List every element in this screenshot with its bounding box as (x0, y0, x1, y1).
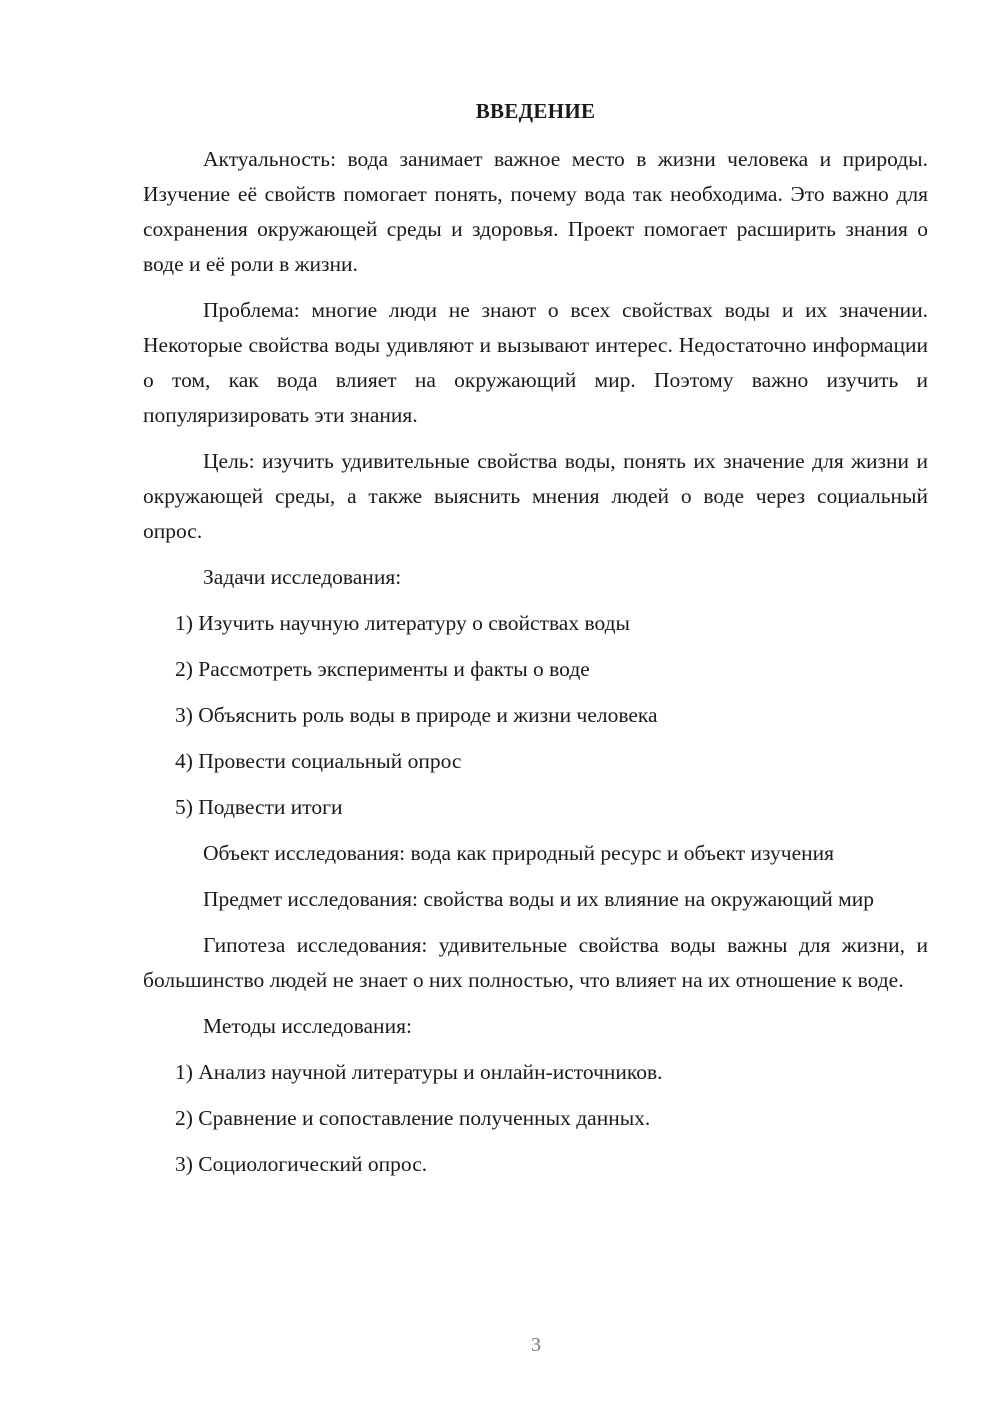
methods-heading: Методы исследования: (203, 1014, 412, 1038)
list-item: 2) Рассмотреть эксперименты и факты о воде (175, 657, 590, 681)
methods-list (143, 1055, 928, 1182)
list-item: 3) Социологический опрос. (175, 1152, 428, 1176)
list-item: 1) Изучить научную литературу о свойствах воды (175, 611, 630, 635)
tasks-heading: Задачи исследования: (203, 565, 402, 589)
subject-paragraph: Предмет исследования: свойства воды и их влияние на окружающий мир (203, 887, 874, 911)
list-item: 4) Провести социальный опрос (175, 749, 462, 773)
object-paragraph: Объект исследования: вода как природный ресурс и объект изучения (203, 841, 835, 865)
problem-paragraph: Проблема: многие люди не знают о всех свойствах воды и их значении. Некоторые свойства воды удивляют и вызывают интерес. Недостаточно информации о том, как вода влияет на окружающий мир. Поэтому важно изучить и популяризировать эти знания. (143, 298, 928, 427)
goal-paragraph: Цель: изучить удивительные свойства воды, понять их значение для жизни и окружающей среды, а также выяснить мнения людей о воде через социальный опрос. (143, 449, 928, 543)
list-item: 2) Сравнение и сопоставление полученных данных. (175, 1106, 651, 1130)
page-number: 3 (531, 1334, 541, 1356)
list-item: 5) Подвести итоги (175, 795, 343, 819)
list-item: 1) Анализ научной литературы и онлайн-источников. (175, 1060, 663, 1084)
hypothesis-paragraph: Гипотеза исследования: удивительные свойства воды важны для жизни, и большинство людей не знает о них полностью, что влияет на их отношение к воде. (143, 933, 928, 992)
list-item: 3) Объяснить роль воды в природе и жизни человека (175, 703, 658, 727)
page-content (143, 142, 928, 1193)
section-title: ВВЕДЕНИЕ (475, 99, 596, 123)
tasks-list (143, 606, 928, 825)
relevance-paragraph: Актуальность: вода занимает важное место в жизни человека и природы. Изучение её свойств помогает понять, почему вода так необходима. Это важно для сохранения окружающей среды и здоровья. Проект помогает расширить знания о воде и её роли в жизни. (143, 147, 928, 276)
